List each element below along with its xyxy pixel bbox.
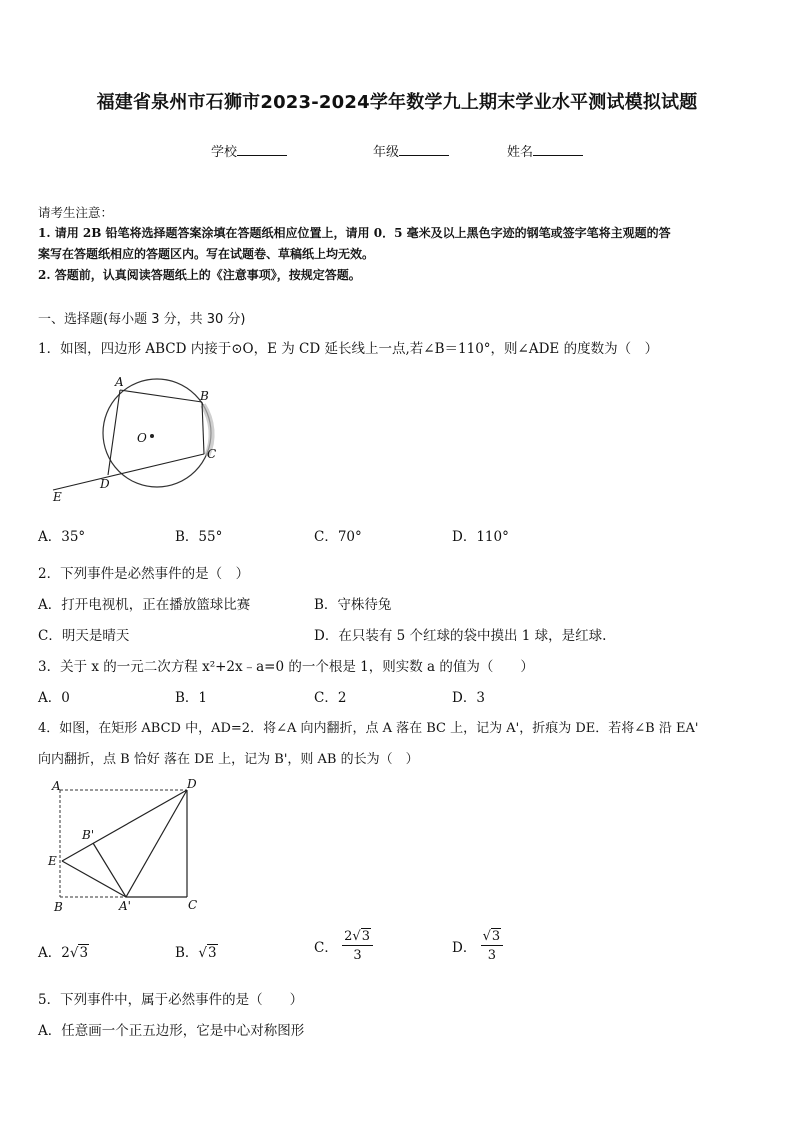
name-label: 姓名 — [507, 145, 534, 160]
q2-option-d[interactable]: D．在只装有 5 个红球的袋中摸出 1 球，是红球. — [314, 628, 607, 644]
q1-option-c[interactable]: C．70° — [314, 529, 362, 545]
notice-line-1a: 1. 请用 2B 铅笔将选择题答案涂填在答题纸相应位置上，请用 0．5 毫米及以上黑色字迹的钢笔或签字笔将主观题的答 — [38, 226, 671, 240]
q4-figure — [40, 775, 210, 915]
label-b-prime: B' — [82, 828, 95, 842]
q3-stem: 3．关于 x 的一元二次方程 x²+2x﹣a=0 的一个根是 1，则实数 a 的值为（ ） — [38, 659, 534, 675]
q4-option-c-fraction: $\frac{2√3}{3}$ — [342, 930, 373, 962]
label-e: E — [48, 854, 57, 868]
q2-option-c[interactable]: C．明天是晴天 — [38, 628, 130, 644]
q3-option-c[interactable]: C．2 — [314, 690, 347, 706]
exam-title: 福建省泉州市石狮市2023-2024学年数学九上期末学业水平测试模拟试题 — [96, 92, 698, 113]
label-o: O — [137, 431, 147, 445]
segment-da — [126, 790, 187, 897]
label-a-prime: A' — [119, 899, 131, 913]
q1-figure — [45, 370, 230, 505]
q4-stem-line-1: 4．如图，在矩形 ABCD 中，AD=2．将∠A 向内翻折，点 A 落在 BC 上，记为 A'，折痕为 DE．若将∠B 沿 EA' — [38, 721, 699, 736]
q2-option-b[interactable]: B．守株待兔 — [314, 597, 392, 613]
label-c: C — [207, 447, 217, 461]
grade-field — [373, 141, 449, 160]
crease-de — [62, 790, 187, 861]
q5-stem: 5．下列事件中，属于必然事件的是（ ） — [38, 992, 304, 1008]
q4-option-c[interactable]: C． $\frac{2√3}{3}$ — [314, 930, 373, 962]
q1-option-d[interactable]: D．110° — [452, 529, 509, 545]
school-blank[interactable] — [237, 143, 287, 156]
segment-ad — [108, 390, 120, 475]
q3-option-d[interactable]: D．3 — [452, 690, 485, 706]
label-a: A — [115, 375, 124, 389]
line-ce — [53, 454, 204, 490]
segment-ab — [120, 390, 202, 402]
school-field — [211, 141, 287, 160]
label-c: C — [188, 898, 198, 912]
q1-stem: 1．如图，四边形 ABCD 内接于⊙O，E 为 CD 延长线上一点,若∠B＝110°，则∠ADE 的度数为（ ） — [38, 341, 659, 357]
segment-ba — [93, 843, 126, 897]
q4-option-d-fraction: $\frac{√3}{3}$ — [481, 930, 504, 962]
section-heading: 一、选择题(每小题 3 分，共 30 分) — [38, 312, 246, 327]
q4-option-a[interactable]: A．2√3 — [38, 945, 89, 961]
label-b: B — [200, 389, 209, 403]
notice-line-1b: 案写在答题纸相应的答题区内。写在试题卷、草稿纸上均无效。 — [38, 247, 375, 261]
label-d: D — [187, 777, 197, 791]
center-point — [150, 434, 154, 438]
notice-heading: 请考生注意： — [38, 205, 114, 220]
grade-label: 年级 — [373, 145, 400, 160]
q2-option-a[interactable]: A．打开电视机，正在播放篮球比赛 — [38, 597, 251, 613]
label-b: B — [54, 900, 63, 914]
label-e: E — [53, 490, 62, 504]
q4-option-d[interactable]: D． $\frac{√3}{3}$ — [452, 930, 503, 962]
school-label: 学校 — [211, 145, 238, 160]
q3-option-b[interactable]: B．1 — [175, 690, 208, 706]
q1-option-b[interactable]: B．55° — [175, 529, 223, 545]
q4-option-b[interactable]: B．√3 — [175, 945, 217, 961]
q4-stem-line-2: 向内翻折，点 B 恰好 落在 DE 上，记为 B'，则 AB 的长为（ ） — [38, 752, 419, 767]
crease-ea — [62, 861, 126, 897]
label-a: A — [52, 779, 61, 793]
q5-option-a[interactable]: A．任意画一个正五边形，它是中心对称图形 — [38, 1023, 305, 1039]
q3-option-a[interactable]: A．0 — [38, 690, 70, 706]
label-d: D — [100, 477, 110, 491]
q1-option-a[interactable]: A．35° — [38, 529, 86, 545]
name-field — [507, 141, 583, 160]
notice-line-2: 2. 答题前，认真阅读答题纸上的《注意事项》，按规定答题。 — [38, 268, 361, 282]
name-blank[interactable] — [533, 143, 583, 156]
grade-blank[interactable] — [399, 143, 449, 156]
q2-stem: 2．下列事件是必然事件的是（ ） — [38, 566, 250, 582]
